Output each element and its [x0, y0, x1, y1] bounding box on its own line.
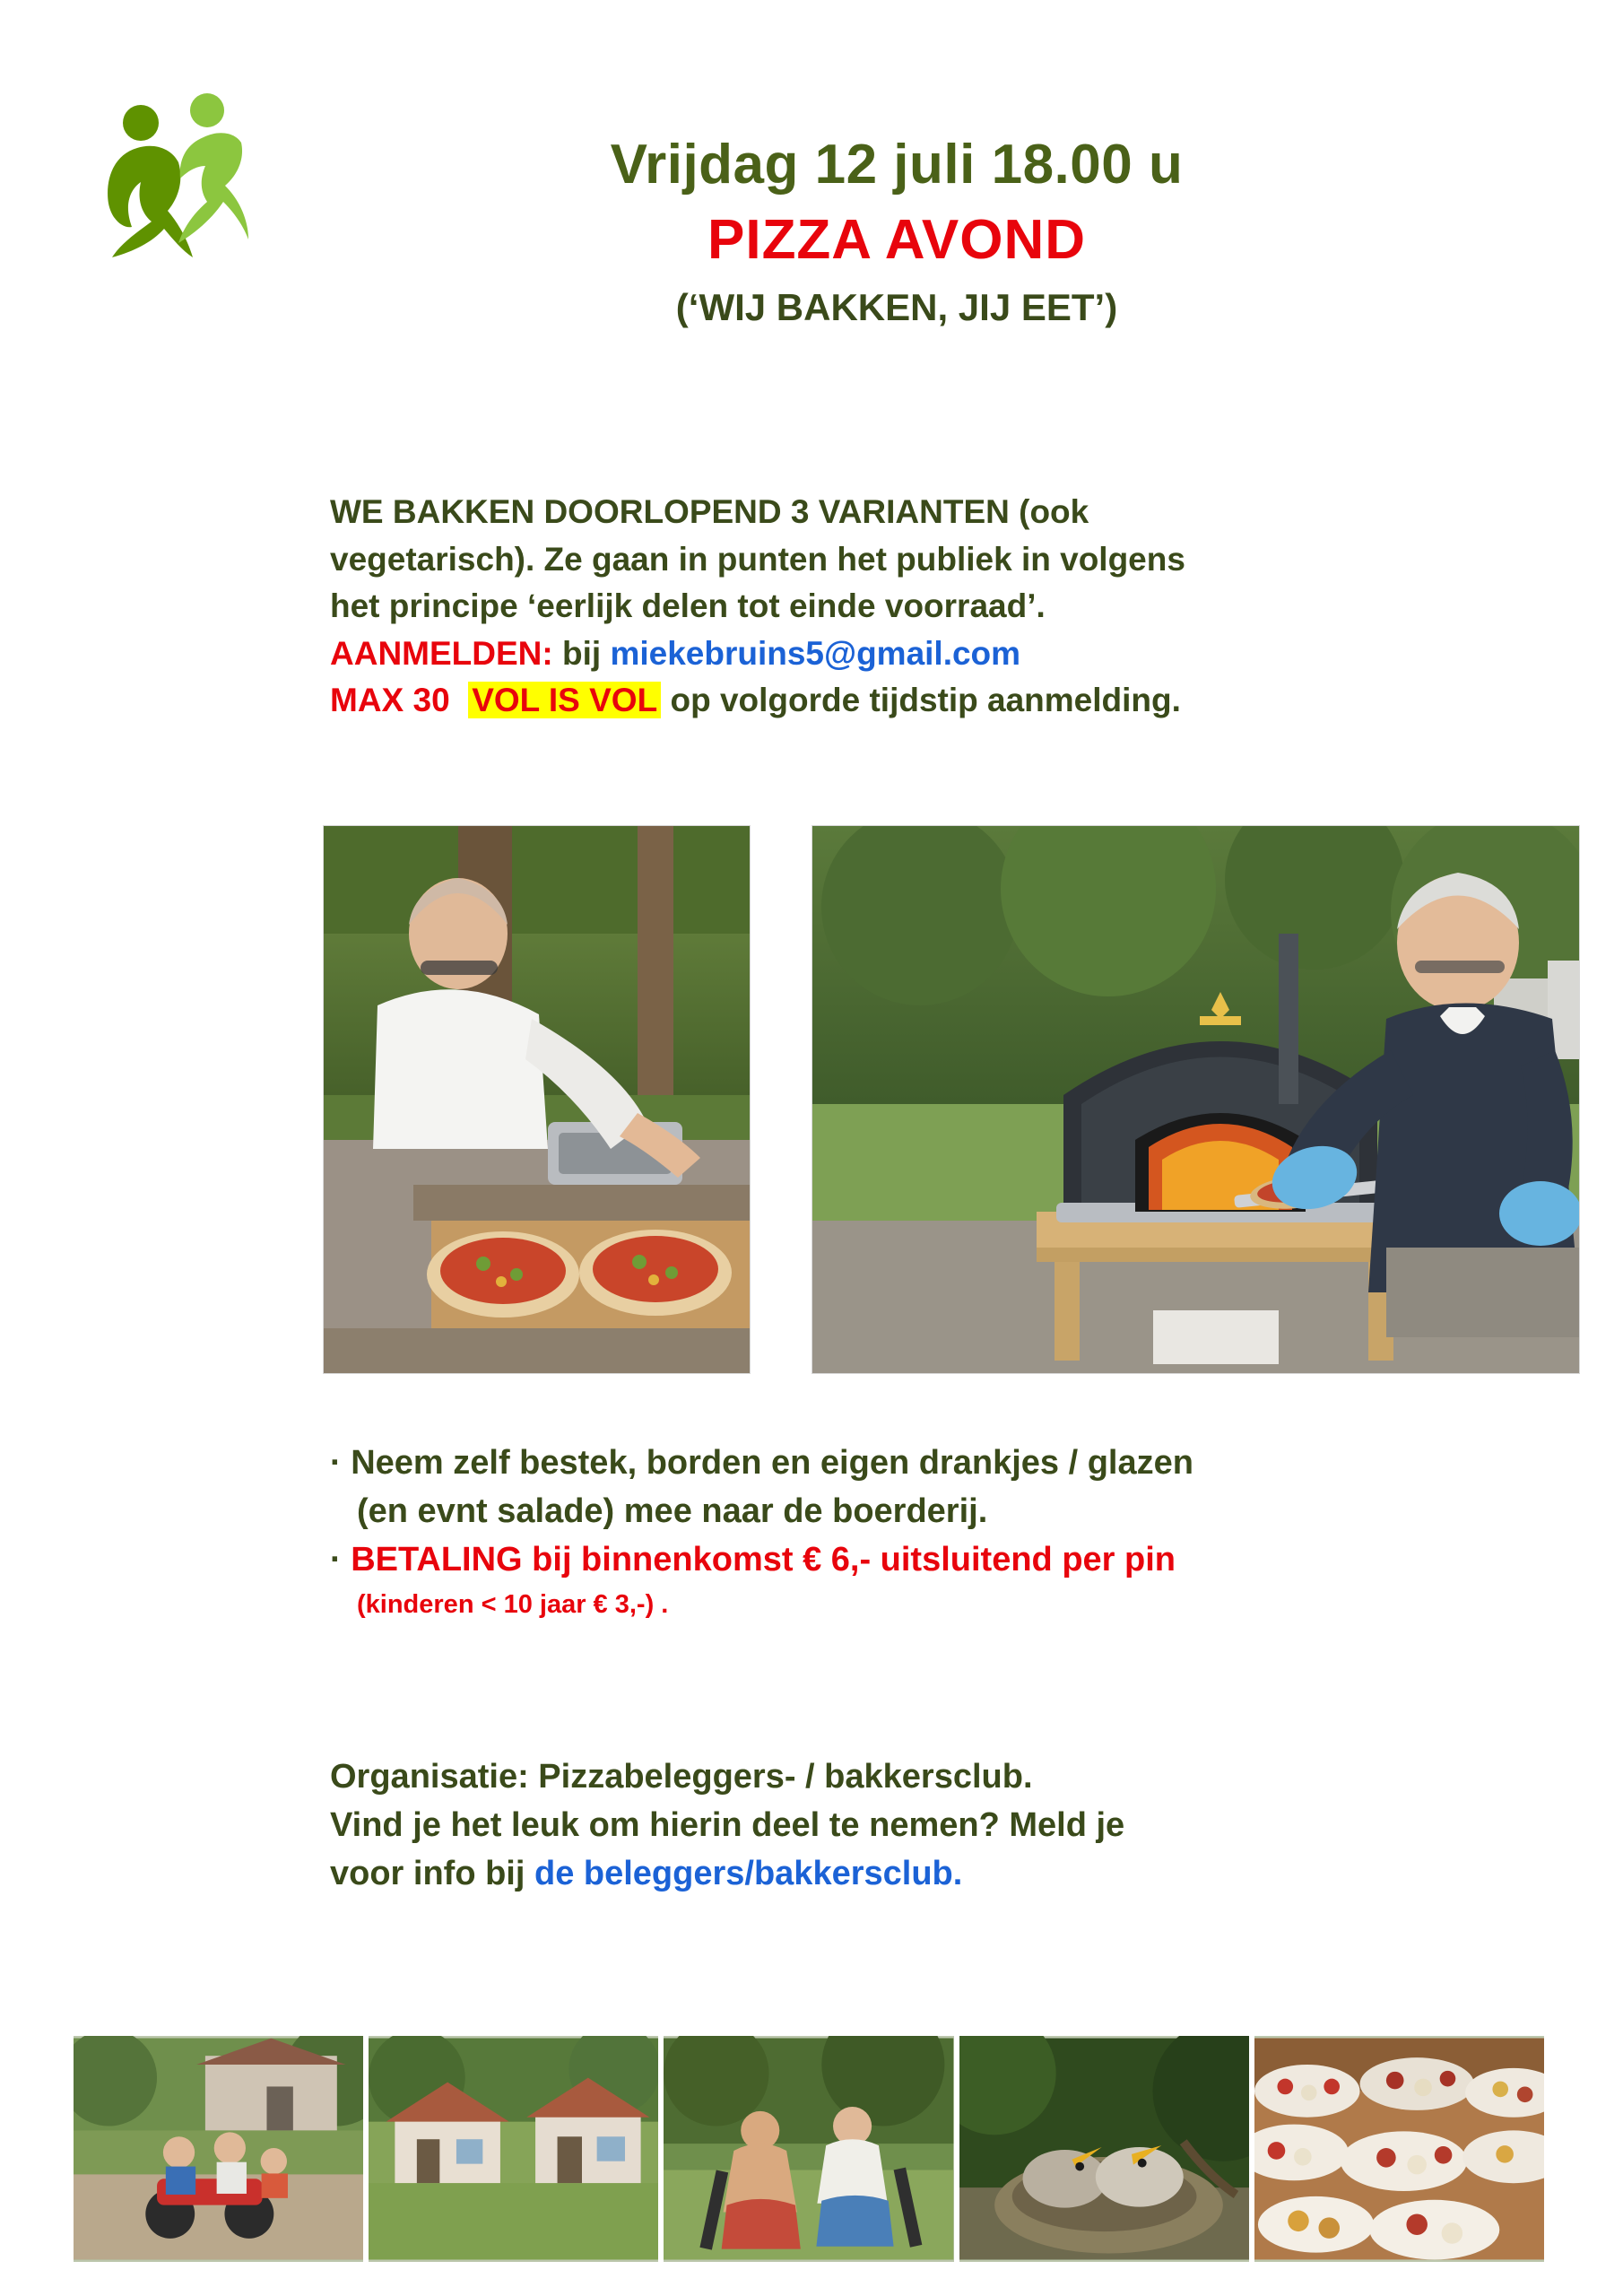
bullet-2-note: (kinderen < 10 jaar € 3,-) . [357, 1589, 669, 1619]
page-subtitle: (‘WIJ BAKKEN, JIJ EET’) [675, 286, 1118, 329]
organisation-line-2: Vind je het leuk om hierin deel te nemen? Meld je [330, 1805, 1125, 1844]
intro-line-1: WE BAKKEN DOORLOPEND 3 VARIANTEN (ook [330, 493, 1089, 530]
photo-man-with-pizza-oven [812, 825, 1580, 1374]
footer-image-couple-in-camping-chairs [664, 2036, 953, 2262]
signup-mid: bij [552, 634, 611, 672]
bullet-1-line-1: · Neem zelf bestek, borden en eigen drankjes / glazen [330, 1444, 1193, 1482]
organisation-line-3-prefix: voor info bij [330, 1854, 534, 1892]
intro-text [330, 489, 1585, 725]
signup-label: AANMELDEN: [330, 634, 553, 672]
signup-email-link[interactable]: miekebruins5@gmail.com [610, 634, 1021, 672]
photo-row [323, 825, 1578, 1372]
capacity-note: op volgorde tijdstip aanmelding. [670, 682, 1181, 719]
two-figures-logo [85, 85, 273, 278]
organisation-club-link[interactable]: de beleggers/bakkersclub. [534, 1854, 963, 1892]
footer-image-holiday-houses [369, 2036, 658, 2262]
footer-image-bird-chicks-in-nest [959, 2036, 1249, 2262]
organisation-block [330, 1753, 1585, 1899]
organisation-line-1: Organisatie: Pizzabeleggers- / bakkersclub. [330, 1758, 1033, 1796]
page-title: PIZZA AVOND [707, 209, 1087, 272]
capacity-line [330, 677, 1585, 725]
bullet-2 [330, 1536, 1585, 1585]
intro-line-2: vegetarisch). Ze gaan in punten het publiek in volgens [330, 540, 1185, 578]
bullet-2-marker: · [330, 1540, 352, 1578]
intro-line-3: het principe ‘eerlijk delen tot einde voorraad’. [330, 587, 1046, 625]
capacity-label: MAX 30 [330, 682, 450, 719]
event-date: Vrijdag 12 juli 18.00 u [610, 134, 1184, 196]
bullet-list [330, 1439, 1585, 1623]
footer-image-strip [74, 2036, 1544, 2262]
vol-is-vol-badge: VOL IS VOL [468, 682, 661, 718]
signup-line [330, 631, 1585, 678]
footer-image-children-on-gokart [74, 2036, 363, 2262]
organisation-line-3 [330, 1850, 1585, 1899]
bullet-1-line-2: (en evnt salade) mee naar de boerderij. [357, 1492, 988, 1530]
photo-man-topping-pizza [323, 825, 751, 1374]
header [323, 135, 1471, 329]
bullet-2-text: BETALING bij binnenkomst € 6,- uitsluitend per pin [351, 1540, 1176, 1578]
footer-image-buffet-table-with-snacks [1254, 2036, 1544, 2262]
